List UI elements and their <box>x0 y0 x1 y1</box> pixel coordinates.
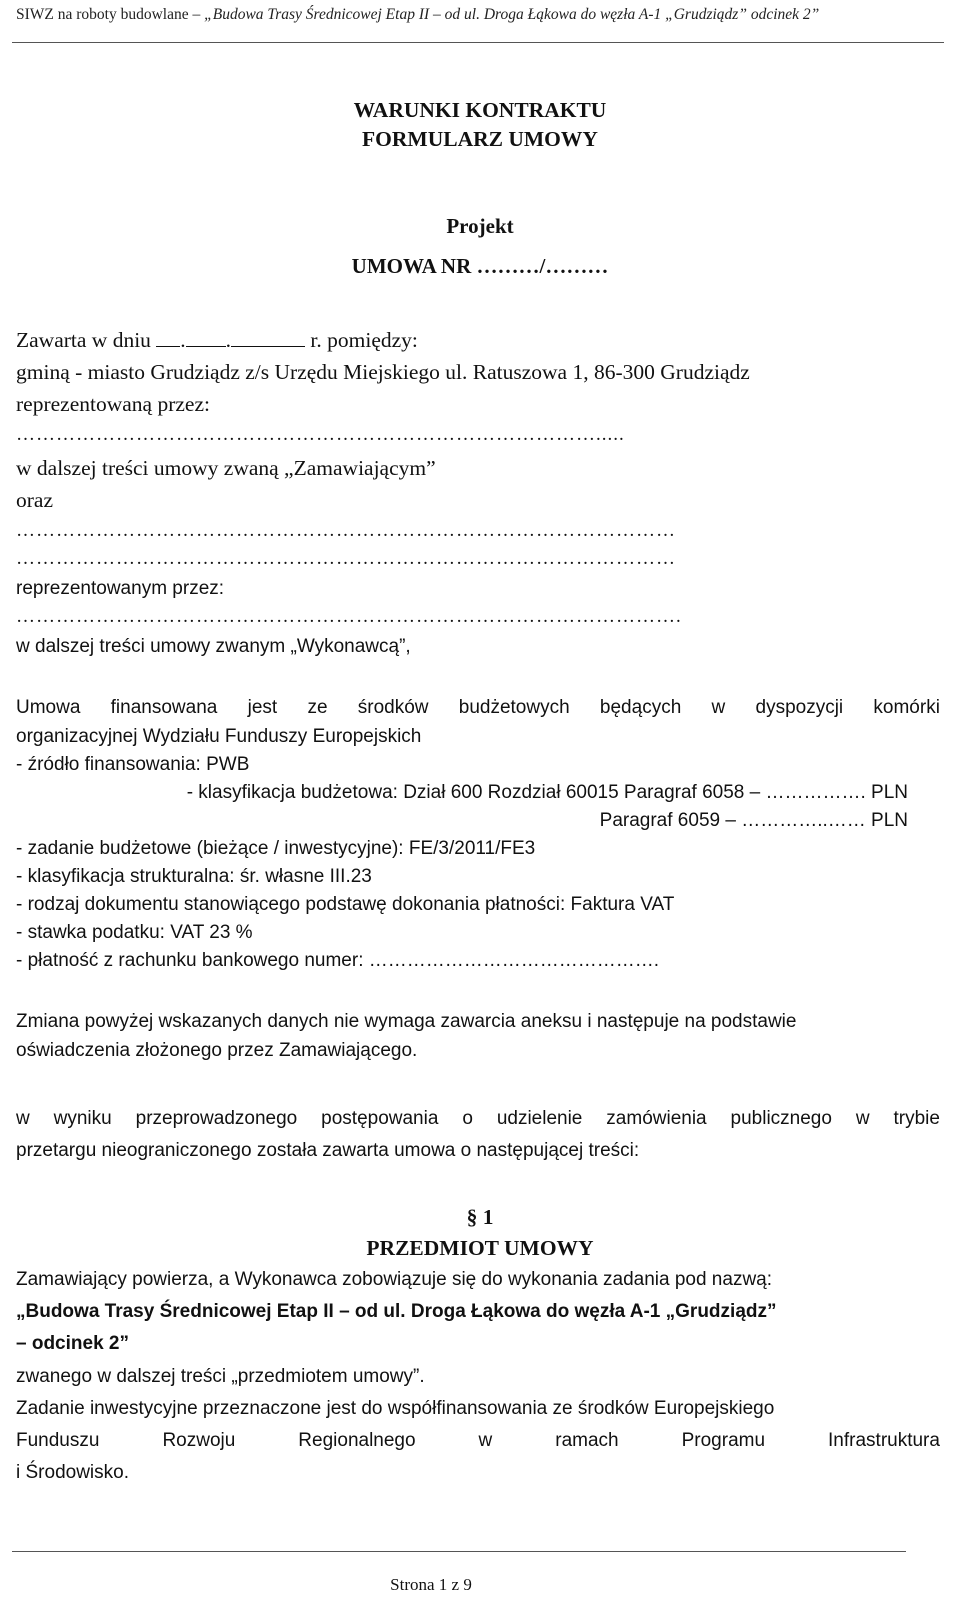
wykonawca-line: w dalszej treści umowy zwanym „Wykonawcą”, <box>16 636 411 657</box>
word: zamówienia <box>606 1108 707 1129</box>
word: środków <box>357 697 429 718</box>
zmiana-line-1: Zmiana powyżej wskazanych danych nie wymaga zawarcia aneksu i następuje na podstawie <box>16 1011 797 1032</box>
word: wyniku <box>53 1108 112 1129</box>
header-divider <box>12 42 944 43</box>
task-name-line-2: – odcinek 2” <box>16 1333 129 1354</box>
representative-dots-2: ………………………………………………………………………………………. <box>16 606 682 627</box>
finance-intro-line <box>16 697 940 719</box>
gmina-line: gminą - miasto Grudziądz z/s Urzędu Miejskiego ul. Ratuszowa 1, 86-300 Grudziądz <box>16 360 750 384</box>
running-header-title: „Budowa Trasy Średnicowej Etap II – od ul. Droga Łąkowa do węzła A-1 „Grudziądz” odcinek 2” <box>204 6 820 23</box>
word: w <box>478 1430 493 1451</box>
word: jest <box>247 697 278 718</box>
running-header <box>16 6 819 24</box>
word: udzielenie <box>496 1108 583 1129</box>
word: Programu <box>681 1430 766 1451</box>
finance-intro-line-2: organizacyjnej Wydziału Funduszy Europejskich <box>16 726 422 747</box>
budget-classification-6059: Paragraf 6059 – …………..…… PLN <box>599 810 908 831</box>
word: finansowana <box>110 697 218 718</box>
investment-line-2 <box>16 1430 940 1452</box>
date-sep-2: . <box>225 328 232 352</box>
tax-rate: - stawka podatku: VAT 23 % <box>16 922 253 943</box>
word: przeprowadzonego <box>135 1108 298 1129</box>
word: w <box>855 1108 870 1129</box>
page-number: Strona 1 z 9 <box>390 1575 472 1594</box>
oraz-line: oraz <box>16 488 53 512</box>
word: budżetowych <box>458 697 570 718</box>
budget-task: - zadanie budżetowe (bieżące / inwestycyjne): FE/3/2011/FE3 <box>16 838 536 859</box>
title-formularz: FORMULARZ UMOWY <box>362 127 598 151</box>
word: Regionalnego <box>298 1430 416 1451</box>
word: ze <box>307 697 328 718</box>
date-year-blank[interactable] <box>231 330 305 347</box>
task-name-line-1: „Budowa Trasy Średnicowej Etap II – od ul. Droga Łąkowa do węzła A-1 „Grudziądz” <box>16 1301 777 1322</box>
word: Infrastruktura <box>828 1430 940 1451</box>
word: dyspozycji <box>755 697 844 718</box>
footer-divider <box>12 1551 906 1552</box>
budget-classification-6058: - klasyfikacja budżetowa: Dział 600 Rozdział 60015 Paragraf 6058 – ……………. PLN <box>186 782 908 803</box>
bank-account-line: - płatność z rachunku bankowego numer: ………………………………………. <box>16 950 660 971</box>
zawarta-text: Zawarta w dniu <box>16 328 157 352</box>
zwanego-line: zwanego w dalszej treści „przedmiotem umowy”. <box>16 1366 425 1387</box>
word: w <box>16 1108 30 1129</box>
representative-dots-1: ……………………………………………………………………………..... <box>16 424 625 445</box>
investment-line-3: i Środowisko. <box>16 1462 129 1483</box>
zamawiajacy-line: w dalszej treści umowy zwaną „Zamawiającym” <box>16 456 436 480</box>
reprezentowana-label: reprezentowaną przez: <box>16 392 210 416</box>
word: trybie <box>893 1108 940 1129</box>
title-warunki: WARUNKI KONTRAKTU <box>353 98 607 122</box>
investment-line-1: Zadanie inwestycyjne przeznaczone jest do współfinansowania ze środków Europejskiego <box>16 1398 775 1419</box>
title-umowa-nr: UMOWA NR ………/……… <box>351 254 609 278</box>
wyniku-line-2: przetargu nieograniczonego została zawarta umowa o następującej treści: <box>16 1140 640 1161</box>
zawarta-line <box>16 328 418 353</box>
section-heading: PRZEDMIOT UMOWY <box>366 1236 594 1260</box>
word: o <box>462 1108 473 1129</box>
contractor-dots-2: ……………………………………………………………………………………… <box>16 548 676 569</box>
word: w <box>711 697 726 718</box>
word: Funduszu <box>16 1430 100 1451</box>
word: komórki <box>873 697 940 718</box>
date-sep-1: . <box>180 328 186 352</box>
running-header-prefix: SIWZ na roboty budowlane – <box>16 6 205 23</box>
reprezentowany-label: reprezentowanym przez: <box>16 578 225 599</box>
date-day-blank[interactable] <box>156 330 180 347</box>
word: Umowa <box>16 697 81 718</box>
zmiana-line-2: oświadczenia złożonego przez Zamawiającego. <box>16 1040 418 1061</box>
structural-classification: - klasyfikacja strukturalna: śr. własne III.23 <box>16 866 372 887</box>
word: będących <box>599 697 682 718</box>
wyniku-line-1 <box>16 1108 940 1130</box>
pomiedzy-text: r. pomiędzy: <box>305 328 418 352</box>
section-number: § 1 <box>466 1205 494 1229</box>
finance-source: - źródło finansowania: PWB <box>16 754 250 775</box>
word: Rozwoju <box>162 1430 236 1451</box>
title-projekt: Projekt <box>446 214 514 238</box>
section1-paragraph: Zamawiający powierza, a Wykonawca zobowiązuje się do wykonania zadania pod nazwą: <box>16 1269 773 1290</box>
date-month-blank[interactable] <box>186 330 226 347</box>
word: publicznego <box>730 1108 832 1129</box>
payment-document-type: - rodzaj dokumentu stanowiącego podstawę dokonania płatności: Faktura VAT <box>16 894 675 915</box>
contractor-dots-1: ……………………………………………………………………………………… <box>16 520 676 541</box>
word: postępowania <box>321 1108 439 1129</box>
word: ramach <box>555 1430 619 1451</box>
